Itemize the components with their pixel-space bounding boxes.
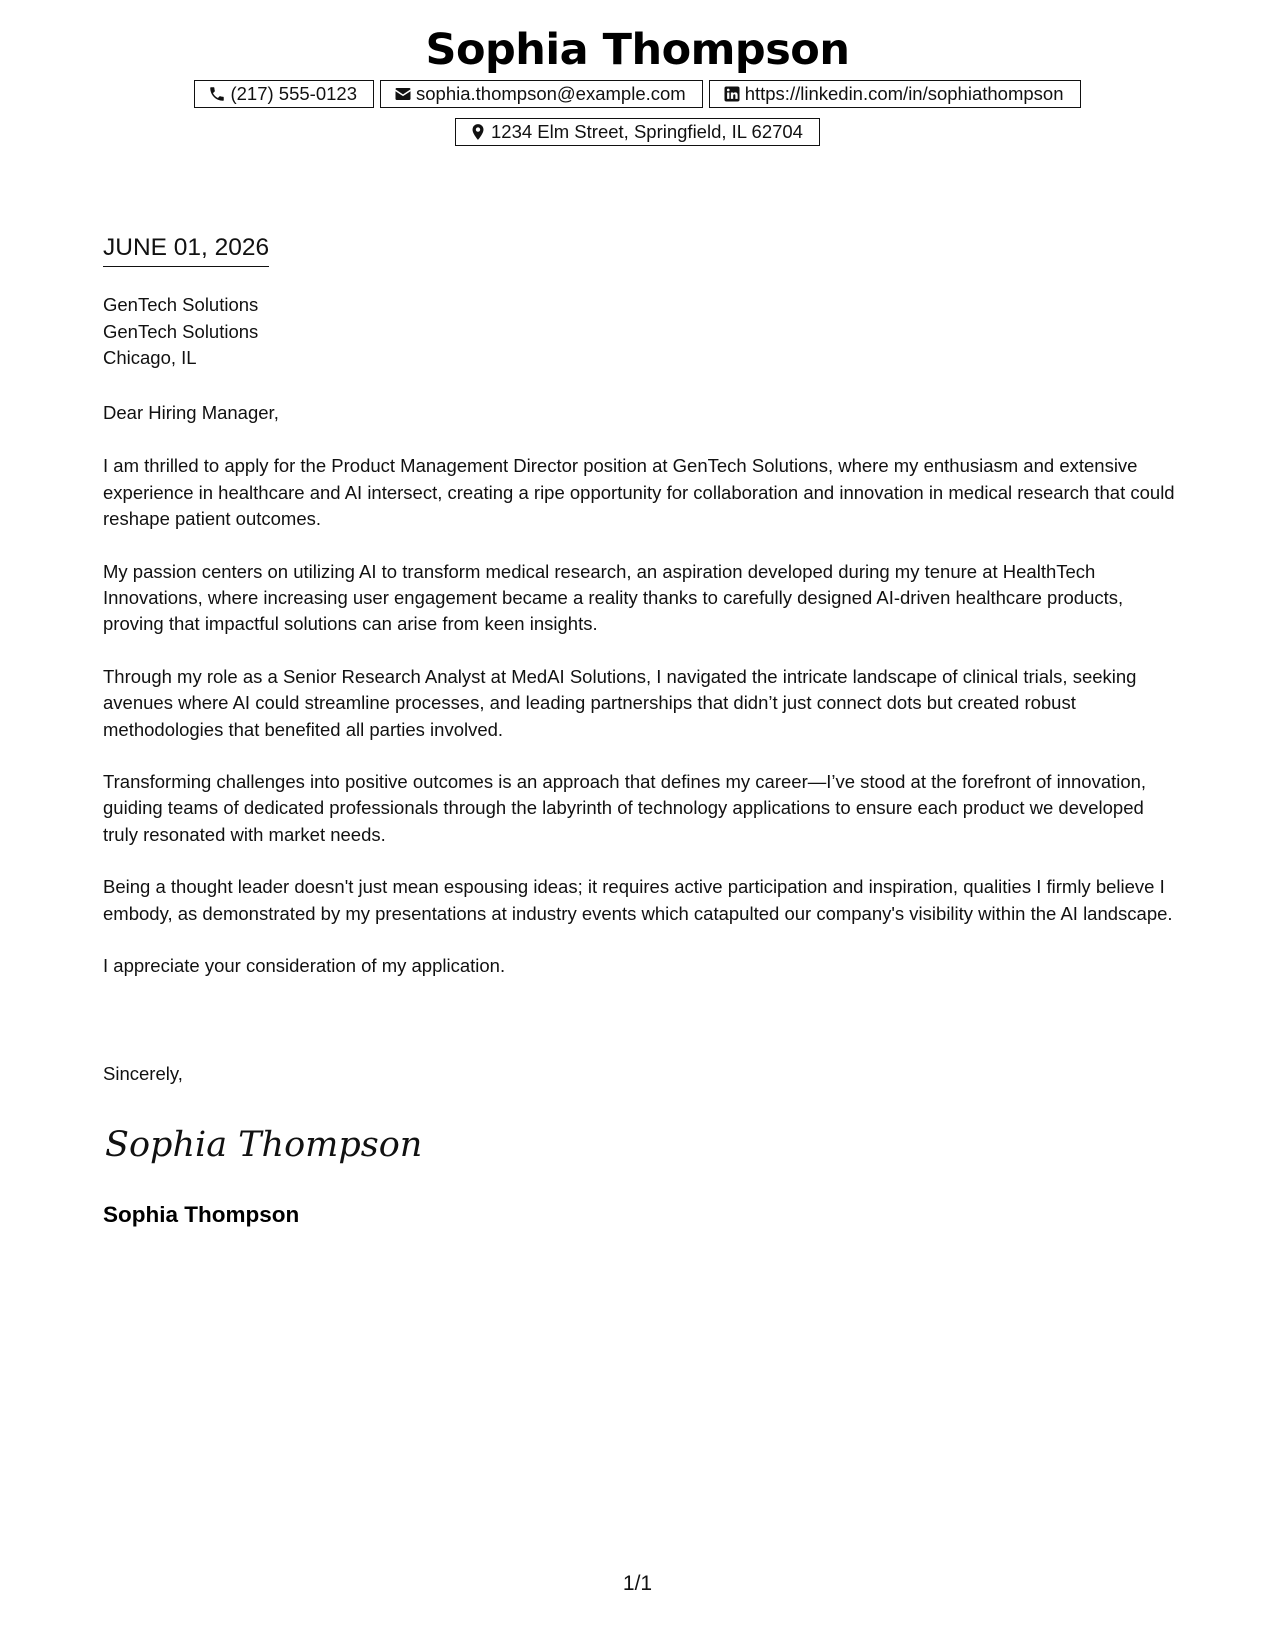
recipient-line: Chicago, IL bbox=[103, 347, 197, 368]
paragraph: Being a thought leader doesn't just mean espousing ideas; it requires active participation and inspiration, qualities I firmly believe I embody, as demonstrated by my presentations at industry events which catapulted our company's visibility within the AI landscape. bbox=[103, 876, 1173, 924]
recipient-line: GenTech Solutions bbox=[103, 320, 259, 342]
map-marker-icon bbox=[469, 123, 487, 141]
paragraph: Transforming challenges into positive outcomes is an approach that defines my career—I’ve stood at the forefront of innovation, guiding teams of dedicated professionals through the labyrinth of technology applications to ensure each product we developed truly resonated with market needs. bbox=[103, 771, 1147, 845]
paragraph: I am thrilled to apply for the Product Management Director position at GenTech Solutions, where my enthusiasm and extensive experience in healthcare and AI intersect, creating a ripe opportunity for collaboration and innovation in medical research that could reshape patient outcomes. bbox=[103, 455, 1175, 530]
recipient-line: GenTech Solutions bbox=[103, 294, 259, 315]
linkedin-icon bbox=[723, 85, 741, 103]
letter-date: JUNE 01, 2026 bbox=[103, 232, 269, 267]
envelope-icon bbox=[394, 85, 412, 103]
phone-icon bbox=[208, 85, 226, 103]
address-text: 1234 Elm Street, Springfield, IL 62704 bbox=[491, 121, 803, 142]
paragraph: My passion centers on utilizing AI to transform medical research, an aspiration developed during my tenure at HealthTech Innovations, where increasing user engagement became a reality thanks to carefully designed AI-driven healthcare products, proving that impactful solutions can arise from keen insights. bbox=[103, 560, 1124, 635]
paragraph: Through my role as a Senior Research Analyst at MedAI Solutions, I navigated the intricate landscape of clinical trials, seeking avenues where AI could streamline processes, and leading partnerships that didn’t just connect dots but created robust methodologies that benefited all parties involved. bbox=[103, 665, 1137, 740]
contact-row-address bbox=[0, 118, 1275, 146]
closing: Sincerely, bbox=[103, 1063, 183, 1084]
signer-name: Sophia Thompson bbox=[103, 1202, 300, 1227]
letter-body bbox=[103, 400, 1183, 1006]
signature-text: Sophia Thompson bbox=[105, 1125, 423, 1165]
address-contact[interactable] bbox=[455, 118, 820, 146]
applicant-name: Sophia Thompson bbox=[425, 25, 850, 75]
linkedin-text: https://linkedin.com/in/sophiathompson bbox=[744, 83, 1064, 104]
email-text: sophia.thompson@example.com bbox=[416, 83, 686, 104]
signature-image bbox=[103, 1114, 423, 1174]
recipient-block bbox=[103, 292, 258, 372]
email-contact[interactable] bbox=[380, 80, 703, 108]
phone-text: (217) 555-0123 bbox=[230, 83, 357, 104]
linkedin-contact[interactable] bbox=[709, 80, 1081, 108]
contact-row bbox=[0, 80, 1275, 108]
page-number: 1/1 bbox=[622, 1572, 653, 1595]
phone-contact[interactable] bbox=[194, 80, 374, 108]
salutation: Dear Hiring Manager, bbox=[103, 402, 279, 423]
paragraph: I appreciate your consideration of my application. bbox=[103, 955, 506, 977]
